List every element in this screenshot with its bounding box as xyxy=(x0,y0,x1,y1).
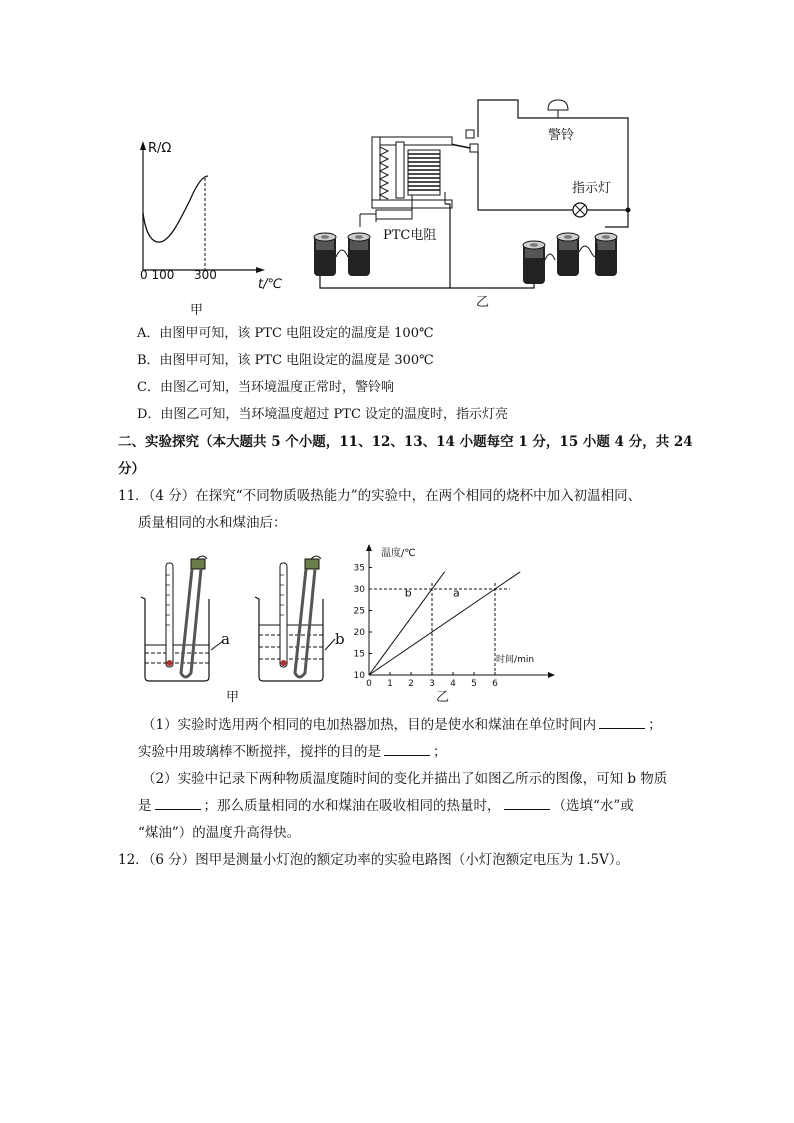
q11-p1-line2 xyxy=(138,743,447,761)
q11-blank-4[interactable] xyxy=(504,797,550,810)
circuit-caption: 乙 xyxy=(476,295,490,310)
rt-x-axis-label: t/℃ xyxy=(258,277,283,292)
y-tick-label: 15 xyxy=(353,649,365,660)
y-tick-label: 35 xyxy=(353,563,365,574)
x-tick-label: 1 xyxy=(387,679,393,689)
x-tick-label: 4 xyxy=(450,679,456,689)
rt-caption: 甲 xyxy=(190,303,204,318)
indicator-lamp-label: 指示灯 xyxy=(572,181,612,196)
q11-blank-1[interactable] xyxy=(599,716,645,729)
x-axis-arrow xyxy=(548,672,555,678)
y-tick-label: 10 xyxy=(353,671,365,681)
q11-p1-end: ； xyxy=(648,717,662,733)
q11-p2-line1: （2）实验中记录下两种物质温度随时间的变化并描出了如图乙所示的图像，可知 b 物质 xyxy=(142,771,668,787)
beakers-caption: 甲 xyxy=(226,690,240,705)
q11-stem-cont: 质量相同的水和煤油后： xyxy=(138,515,287,531)
beakers-figure xyxy=(135,555,350,685)
y-tick-label: 30 xyxy=(353,585,365,595)
chart-caption: 乙 xyxy=(436,690,450,705)
q11-blank-2[interactable] xyxy=(384,743,430,756)
ptc-resistor-label: PTC电阻 xyxy=(383,228,437,243)
q10-option-d: D．由图乙可知，当环境温度超过 PTC 设定的温度时，指示灯亮 xyxy=(137,407,509,422)
beaker-a-label: a xyxy=(221,630,230,648)
q12-stem: 12．（6 分）图甲是测量小灯泡的额定功率的实验电路图（小灯泡额定电压为 1.5V）。 xyxy=(118,852,630,868)
q11-blank-3[interactable] xyxy=(155,797,201,810)
q11-p2-text-a: 是 xyxy=(138,798,152,814)
q11-p2-line2 xyxy=(138,797,634,815)
temperature-time-chart xyxy=(345,540,560,690)
x-axis-label: 时间/min xyxy=(496,655,535,665)
q11-p1-text2: 实验中用玻璃棒不断搅拌，搅拌的目的是 xyxy=(138,744,381,760)
rt-tick-300: 300 xyxy=(194,268,217,282)
q11-p1-end2: ； xyxy=(433,744,447,760)
q11-p2-text-b: ；那么质量相同的水和煤油在吸收相同的热量时， xyxy=(203,798,501,814)
q11-stem: 11．（4 分）在探究“不同物质吸热能力”的实验中，在两个相同的烧杯中加入初温相同、 xyxy=(118,488,642,504)
x-tick-label: 0 xyxy=(366,679,372,689)
q10-option-c: C．由图乙可知，当环境温度正常时，警铃响 xyxy=(137,380,394,395)
q11-p2-text-c: （选填“水”或 xyxy=(552,798,634,814)
y-tick-label: 25 xyxy=(353,606,365,617)
q10-option-a: A．由图甲可知，该 PTC 电阻设定的温度是 100℃ xyxy=(137,326,434,341)
q10-option-b: B．由图甲可知，该 PTC 电阻设定的温度是 300℃ xyxy=(137,353,434,368)
section2-heading: 二、实验探究（本大题共 5 个小题，11、12、13、14 小题每空 1 分，15 小题 4 分，共 24 xyxy=(118,434,693,450)
x-tick-label: 5 xyxy=(471,679,477,689)
q11-p1-text: （1）实验时选用两个相同的电加热器加热，目的是使水和煤油在单位时间内 xyxy=(142,717,597,733)
rt-y-axis-label: R/Ω xyxy=(148,141,172,156)
beaker-b-label: b xyxy=(335,630,345,648)
x-tick-label: 2 xyxy=(408,679,414,689)
series-label-b: b xyxy=(404,586,412,600)
section2-heading-cont: 分） xyxy=(118,461,145,477)
y-tick-label: 20 xyxy=(353,628,365,638)
rt-tick-0-100: 0 100 xyxy=(140,268,175,282)
q11-p1-line1 xyxy=(142,716,662,734)
x-tick-label: 6 xyxy=(492,679,498,689)
series-label-a: a xyxy=(453,586,460,600)
alarm-bell-label: 警铃 xyxy=(548,128,575,143)
y-axis-arrow xyxy=(366,544,372,551)
x-tick-label: 3 xyxy=(429,679,435,689)
y-axis-label: 温度/℃ xyxy=(381,548,416,559)
q11-p2-line3: “煤油”）的温度升高得快。 xyxy=(138,825,301,841)
